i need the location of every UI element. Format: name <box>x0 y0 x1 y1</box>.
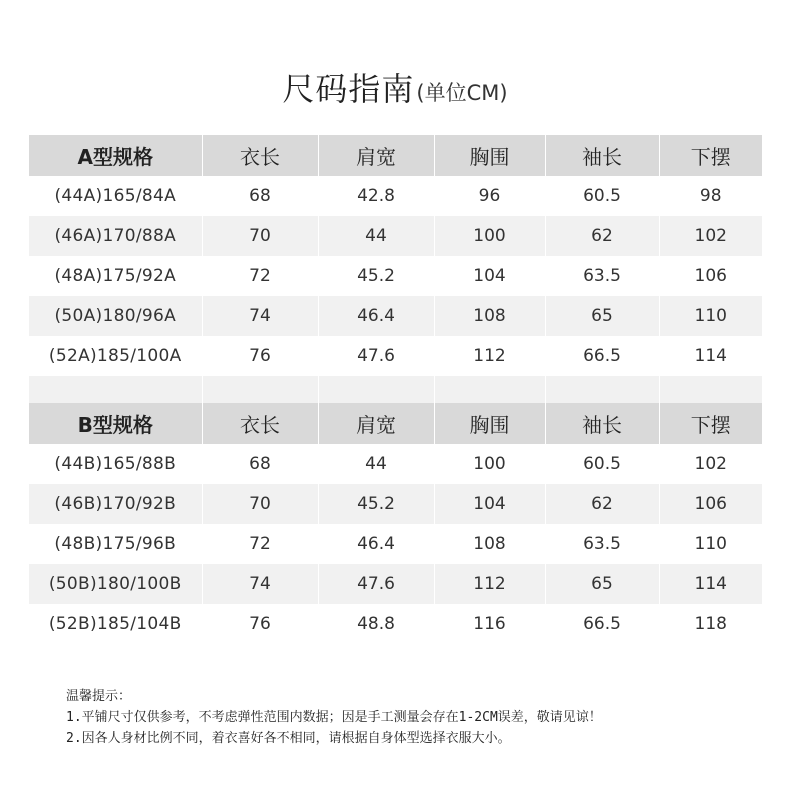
value-cell: 96 <box>434 176 545 216</box>
table-row <box>29 216 762 256</box>
table-row <box>29 444 762 484</box>
size-cell: (48B)175/96B <box>29 524 202 564</box>
column-header: 衣长 <box>202 403 318 444</box>
size-cell: (52B)185/104B <box>29 604 202 644</box>
size-cell: (46A)170/88A <box>29 216 202 256</box>
column-header: 袖长 <box>545 135 659 176</box>
value-cell: 62 <box>545 216 659 256</box>
column-header: 胸围 <box>434 135 545 176</box>
notes-heading: 温馨提示： <box>66 689 132 704</box>
column-header: 胸围 <box>434 403 545 444</box>
value-cell: 68 <box>202 176 318 216</box>
notes-line-1: 1.平铺尺寸仅供参考，不考虑弹性范围内数据；因是手工测量会存在1-2CM误差，敬请见谅！ <box>66 710 602 725</box>
value-cell: 110 <box>659 524 762 564</box>
table-row <box>29 176 762 216</box>
size-cell: (50B)180/100B <box>29 564 202 604</box>
value-cell: 46.4 <box>318 524 434 564</box>
value-cell: 76 <box>202 604 318 644</box>
value-cell: 62 <box>545 484 659 524</box>
size-cell: (52A)185/100A <box>29 336 202 376</box>
table-label: A型规格 <box>29 135 202 176</box>
value-cell: 74 <box>202 564 318 604</box>
value-cell: 114 <box>659 336 762 376</box>
value-cell: 45.2 <box>318 484 434 524</box>
value-cell: 70 <box>202 216 318 256</box>
size-table-b <box>29 403 762 644</box>
table-label: B型规格 <box>29 403 202 444</box>
column-header: 肩宽 <box>318 135 434 176</box>
value-cell: 47.6 <box>318 336 434 376</box>
page-title <box>0 64 790 110</box>
value-cell: 102 <box>659 444 762 484</box>
table-row <box>29 524 762 564</box>
value-cell: 100 <box>434 216 545 256</box>
size-cell: (50A)180/96A <box>29 296 202 336</box>
value-cell: 44 <box>318 444 434 484</box>
value-cell: 108 <box>434 296 545 336</box>
table-row <box>29 484 762 524</box>
size-table-a <box>29 135 762 416</box>
value-cell: 66.5 <box>545 336 659 376</box>
value-cell: 74 <box>202 296 318 336</box>
table-row <box>29 296 762 336</box>
value-cell: 98 <box>659 176 762 216</box>
value-cell: 118 <box>659 604 762 644</box>
value-cell: 65 <box>545 296 659 336</box>
value-cell: 60.5 <box>545 176 659 216</box>
value-cell: 48.8 <box>318 604 434 644</box>
title-unit: (单位CM) <box>416 81 508 105</box>
column-header: 肩宽 <box>318 403 434 444</box>
size-cell: (46B)170/92B <box>29 484 202 524</box>
size-cell: (48A)175/92A <box>29 256 202 296</box>
column-header: 衣长 <box>202 135 318 176</box>
value-cell: 100 <box>434 444 545 484</box>
value-cell: 68 <box>202 444 318 484</box>
value-cell: 102 <box>659 216 762 256</box>
value-cell: 108 <box>434 524 545 564</box>
table-row <box>29 604 762 644</box>
value-cell: 114 <box>659 564 762 604</box>
value-cell: 76 <box>202 336 318 376</box>
value-cell: 104 <box>434 484 545 524</box>
table-row <box>29 564 762 604</box>
value-cell: 44 <box>318 216 434 256</box>
value-cell: 45.2 <box>318 256 434 296</box>
value-cell: 72 <box>202 524 318 564</box>
value-cell: 110 <box>659 296 762 336</box>
value-cell: 65 <box>545 564 659 604</box>
value-cell: 46.4 <box>318 296 434 336</box>
table-header <box>29 403 762 444</box>
table-header <box>29 135 762 176</box>
value-cell: 104 <box>434 256 545 296</box>
column-header: 下摆 <box>659 403 762 444</box>
value-cell: 63.5 <box>545 524 659 564</box>
value-cell: 66.5 <box>545 604 659 644</box>
value-cell: 112 <box>434 336 545 376</box>
column-header: 袖长 <box>545 403 659 444</box>
value-cell: 47.6 <box>318 564 434 604</box>
table-row <box>29 336 762 376</box>
table-row <box>29 256 762 296</box>
value-cell: 116 <box>434 604 545 644</box>
value-cell: 42.8 <box>318 176 434 216</box>
size-cell: (44A)165/84A <box>29 176 202 216</box>
value-cell: 70 <box>202 484 318 524</box>
value-cell: 72 <box>202 256 318 296</box>
value-cell: 63.5 <box>545 256 659 296</box>
notes-line-2: 2.因各人身材比例不同，着衣喜好各不相同，请根据自身体型选择衣服大小。 <box>66 731 511 746</box>
value-cell: 106 <box>659 256 762 296</box>
title-main: 尺码指南 <box>282 70 415 108</box>
value-cell: 106 <box>659 484 762 524</box>
value-cell: 60.5 <box>545 444 659 484</box>
column-header: 下摆 <box>659 135 762 176</box>
value-cell: 112 <box>434 564 545 604</box>
notes <box>66 686 602 749</box>
size-cell: (44B)165/88B <box>29 444 202 484</box>
